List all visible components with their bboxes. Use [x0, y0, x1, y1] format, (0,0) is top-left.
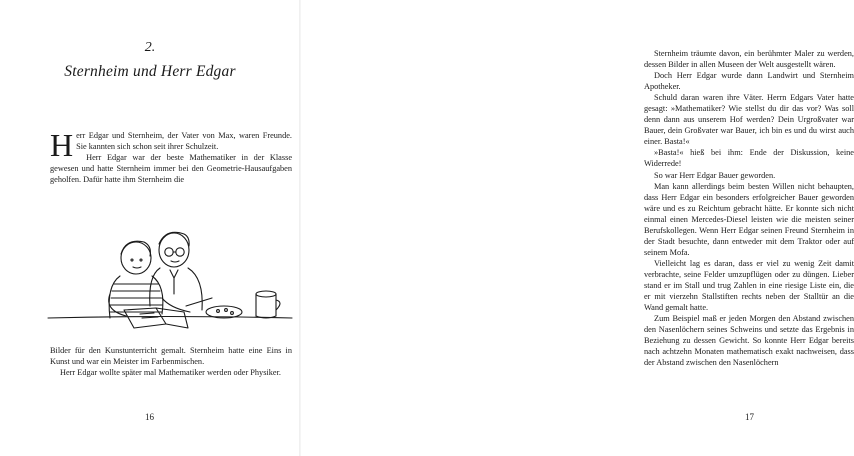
left-page [0, 0, 300, 456]
paragraph: So war Herr Edgar Bauer geworden. [654, 170, 776, 180]
paragraph: Man kann allerdings beim besten Willen nicht behaupten, dass Herr Edgar ein besonders erfolgreicher Bauer geworden wäre und es zu Reichtum gebracht hätte. Er konnte sich nicht einmal einen Mercedes-Diesel leisten wie die meisten seiner Berufskollegen. Wenn Herr Edgar seinen Freund Sternheim in der Stadt besuchte, dann entweder mit dem Traktor oder auf seinem Mofa. [644, 181, 854, 257]
paragraph: Sternheim träumte davon, ein berühmter Maler zu werden, dessen Bilder in allen Museen der Welt ausgestellt wären. [644, 49, 854, 70]
right-text [644, 48, 854, 368]
page-number: 17 [745, 412, 754, 422]
paragraph: Schuld daran waren ihre Väter. Herrn Edgars Vater hatte gesagt: »Mathematiker? Wie stellst du dir das vor? Was soll denn dann aus unserem Hof werden? Dein Urgroßvater war Bauer, dein Großvater war Bauer, ich bin es und du wirst auch einer. Basta!« [644, 93, 854, 147]
paragraph: Herr Edgar wollte später mal Mathematiker werden oder Physiker. [60, 368, 281, 378]
paragraph [50, 127, 292, 163]
left-text-top [50, 127, 292, 185]
paragraph: Bilder für den Kunstunterricht gemalt. Sternheim hatte eine Eins in Kunst und war ein Meister im Farbenmischen. [50, 346, 292, 367]
left-text-bottom [50, 345, 292, 378]
chapter-title: Sternheim und Herr Edgar [64, 63, 236, 80]
paragraph: Zum Beispiel maß er jeden Morgen den Abstand zwischen den Nasenlöchern seines Schweins und setzte das Ergebnis in Beziehung zu dessen Gewicht. So konnte Herr Edgar bereits nach achtzehn Monaten mathematisch exakt nachweisen, dass der Abstand zwischen den Nasenlöchern [644, 314, 854, 368]
paragraph-text: err Edgar und Sternheim, der Vater von Max, waren Freunde. Sie kannten sich schon seit ihrer Schulzeit. [76, 131, 292, 152]
page-number: 16 [145, 412, 154, 422]
right-page [300, 0, 854, 456]
chapter-number: 2. [144, 40, 156, 55]
drop-cap: H [50, 127, 74, 163]
paragraph: Herr Edgar war der beste Mathematiker in der Klasse gewesen und hatte Sternheim immer bei den Geometrie-Hausaufgaben geholfen. Dafür hatte ihm Sternheim die [50, 153, 292, 185]
paragraph: Doch Herr Edgar wurde dann Landwirt und Sternheim Apotheker. [644, 71, 854, 92]
illustration-boys-studying [44, 214, 296, 342]
paragraph: Vielleicht lag es daran, dass er viel zu wenig Zeit damit verbrachte, seine Felder umzupflügen oder zu düngen. Lieber stand er im Stall und trug Zahlen in eine riesige Liste ein, die er mit vierzehn Stallstiften rechts neben der Stalltür an die Wand gemalt hatte. [644, 258, 854, 313]
paragraph: »Basta!« hieß bei ihm: Ende der Diskussion, keine Widerrede! [644, 148, 854, 169]
